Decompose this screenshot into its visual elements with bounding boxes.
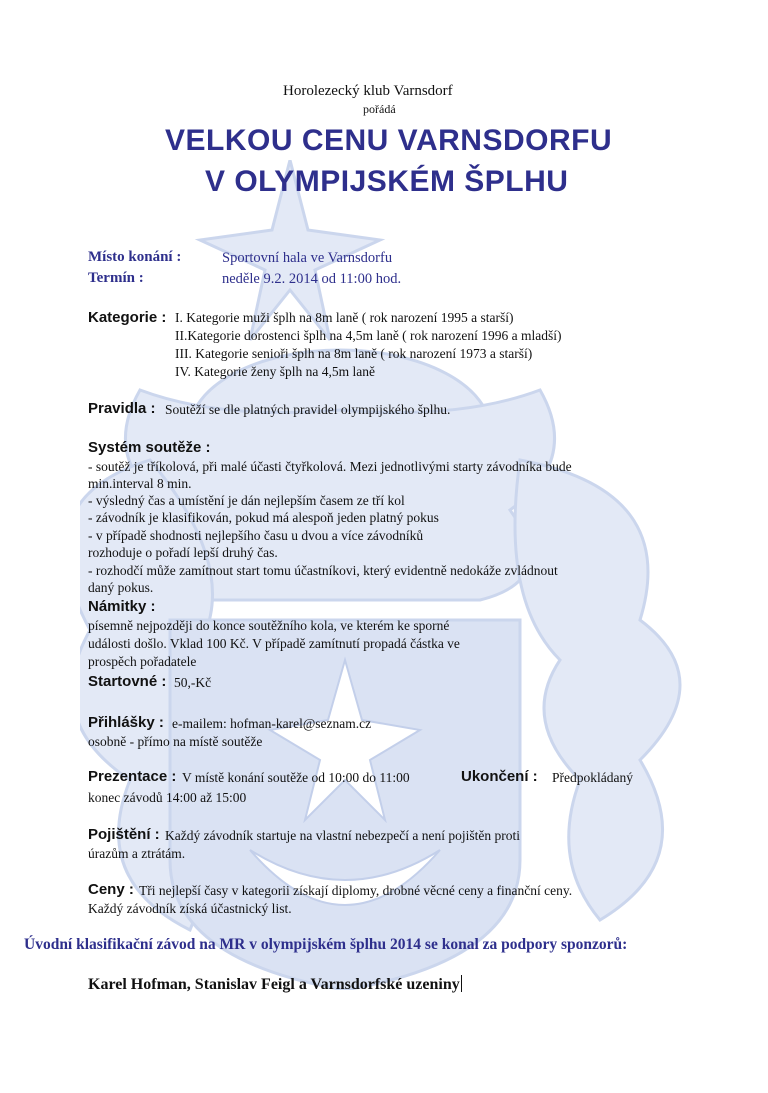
page-title-line2: V OLYMPIJSKÉM ŠPLHU: [205, 165, 569, 198]
end-value: Předpokládaný: [552, 770, 633, 785]
prizes-line2: Každý závodník získá účastnický list.: [88, 901, 292, 916]
system-label: Systém soutěže :: [88, 439, 211, 456]
rules-label: Pravidla :: [88, 400, 156, 417]
objections-label: Námitky :: [88, 598, 156, 615]
fee-value: 50,-Kč: [174, 675, 212, 690]
insurance-value: Každý závodník startuje na vlastní nebezpečí a není pojištěn proti: [165, 828, 521, 843]
insurance-line2: úrazům a ztrátám.: [88, 846, 186, 861]
presentation-value: V místě konání soutěže od 10:00 do 11:00: [182, 770, 410, 785]
categories-label: Kategorie :: [88, 309, 167, 326]
sponsors-names: Karel Hofman, Stanislav Feigl a Varnsdorfské uzeniny: [88, 976, 460, 993]
rules-value: Soutěží se dle platných pravidel olympijského šplhu.: [165, 402, 451, 417]
text-cursor: [461, 975, 462, 992]
objections-line: písemně nejpozději do konce soutěžního kola, ve kterém ke sporné: [88, 618, 450, 633]
category-item: I. Kategorie muži šplh na 8m laně ( rok narození 1995 a starší): [175, 310, 514, 325]
venue-label: Místo konání :: [88, 249, 182, 265]
objections-line: prospěch pořadatele: [88, 654, 197, 669]
page-title-line1: VELKOU CENU VARNSDORFU: [165, 124, 613, 157]
date-value: neděle 9.2. 2014 od 11:00 hod.: [222, 271, 402, 287]
system-line: - v případě shodnosti nejlepšího času u dvou a více závodníků: [88, 528, 424, 543]
system-line: - výsledný čas a umístění je dán nejlepším časem ze tří kol: [88, 493, 405, 508]
registration-email: e-mailem: hofman-karel@seznam.cz: [172, 716, 372, 731]
system-line: - závodník je klasifikován, pokud má alespoň jeden platný pokus: [88, 510, 439, 525]
registration-line2: osobně - přímo na místě soutěže: [88, 734, 263, 749]
prizes-value: Tři nejlepší časy v kategorii získají diplomy, drobné věcné ceny a finanční ceny.: [139, 883, 573, 898]
date-label: Termín :: [88, 270, 144, 286]
sponsors-names-wrap: [88, 975, 462, 994]
insurance-label: Pojištění :: [88, 826, 160, 843]
system-line: daný pokus.: [88, 580, 154, 595]
objections-line: události došlo. Vklad 100 Kč. V případě zamítnutí propadá částka ve: [88, 636, 460, 651]
prizes-label: Ceny :: [88, 881, 134, 898]
club-name: Horolezecký klub Varnsdorf: [283, 83, 453, 99]
registration-label: Přihlášky :: [88, 714, 164, 731]
presentation-line2: konec závodů 14:00 až 15:00: [88, 790, 247, 805]
category-item: IV. Kategorie ženy šplh na 4,5m laně: [175, 364, 375, 379]
system-line: - soutěž je tříkolová, při malé účasti čtyřkolová. Mezi jednotlivými starty závodníka bude: [88, 459, 572, 474]
venue-value: Sportovní hala ve Varnsdorfu: [222, 250, 393, 266]
system-line: - rozhodčí může zamítnout start tomu účastníkovi, který evidentně nedokáže zvládnout: [88, 563, 558, 578]
system-line: min.interval 8 min.: [88, 476, 192, 491]
sponsors-heading: Úvodní klasifikační závod na MR v olympijském šplhu 2014 se konal za podpory sponzorů:: [24, 936, 628, 953]
category-item: III. Kategorie senioři šplh na 8m laně ( rok narození 1973 a starší): [175, 346, 533, 361]
fee-label: Startovné :: [88, 673, 167, 690]
organizes-label: pořádá: [363, 102, 396, 116]
system-line: rozhoduje o pořadí lepší druhý čas.: [88, 545, 278, 560]
presentation-label: Prezentace :: [88, 768, 177, 785]
end-label: Ukončení :: [461, 768, 538, 785]
category-item: II.Kategorie dorostenci šplh na 4,5m laně ( rok narození 1996 a mladší): [175, 328, 562, 343]
